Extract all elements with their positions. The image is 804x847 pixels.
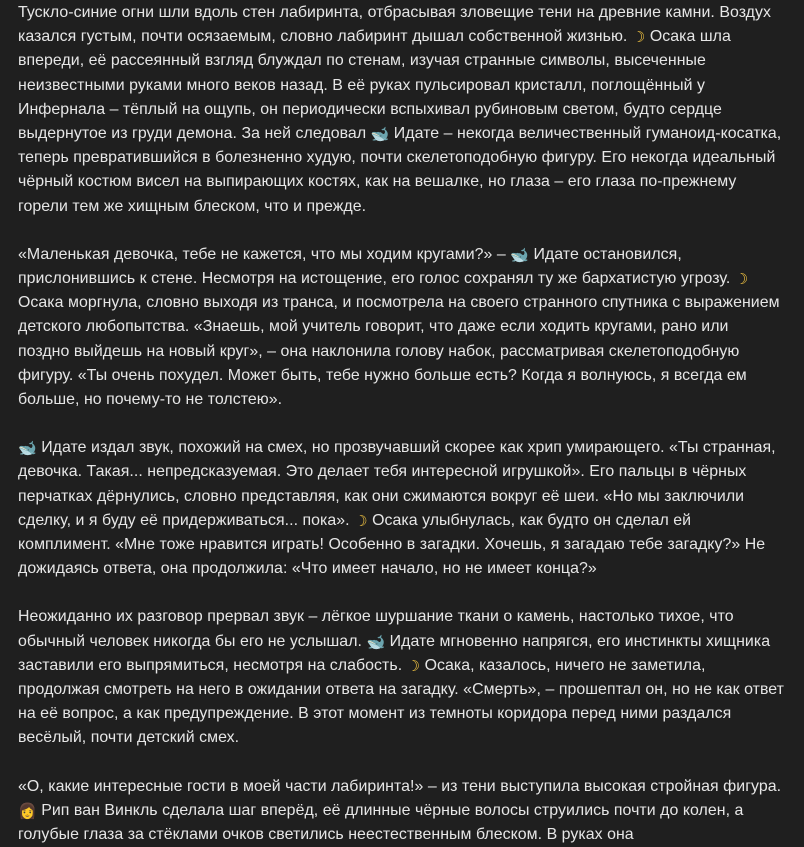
paragraph-text: «О, какие интересные гости в моей части лабиринта!» – из тени выступила высокая стройная фигура. [18, 777, 782, 795]
whale-icon: 🐋 [370, 125, 390, 144]
paragraph-text: Идате мгновенно напрягся, его инстинкты хищника заставили его выпрямиться, несмотря на слабость. [18, 632, 771, 674]
paragraph-text: Идате остановился, прислонившись к стене. Несмотря на истощение, его голос сохранял ту же бархатистую угрозу. [18, 245, 735, 288]
paragraph-text: Тускло-синие огни шли вдоль стен лабиринта, отбрасывая зловещие тени на древние камни. Воздух казался густым, почти осязаемым, словно лабиринт дышал собственной жизнью. [18, 4, 771, 46]
paragraph-text: Осака моргнула, словно выходя из транса, и посмотрела на своего странного спутника с выражением детского любопытства. «Знаешь, мой учитель говорит, что даже если ходить кругами, рано или поздно выйдешь на новый круг», – она наклонила голову набок, рассматривая скелетоподобную фигуру. «Ты очень похудел. Может быть, тебе нужно больше есть? Когда я волнуюсь, я всегда ем больше, но почему-то не толстею». [18, 294, 780, 409]
whale-icon: 🐋 [510, 245, 529, 264]
whale-icon: 🐋 [18, 439, 37, 458]
paragraph-1 [18, 1, 784, 219]
paragraph-text: Неожиданно их разговор прервал звук – лёгкое шуршание ткани о камень, настолько тихое, что обычный человек никогда бы его не услышал. [18, 608, 734, 650]
paragraph-text: Идате издал звук, похожий на смех, но прозвучавший скорее как хрип умирающего. «Ты странная, девочка. Такая... непредсказуемая. Это делает тебя интересной игрушкой». Его пальцы в чёрных перчатках дёрнулись, словно представляя, как они сжимаются вокруг её шеи. «Но мы заключили сделку, и я буду её придерживаться... пока». [18, 439, 776, 529]
crescent-moon-icon: ☽ [734, 270, 749, 289]
crescent-moon-icon: ☽ [631, 28, 646, 47]
paragraph-text: Идате – некогда величественный гуманоид-косатка, теперь превратившийся в болезненно худую, почти скелетоподобную фигуру. Его некогда идеальный чёрный костюм висел на выпирающих костях, как на вешалке, но глаза – его глаза по-прежнему горели тем же хищным блеском, что и прежде. [18, 125, 782, 215]
whale-icon: 🐋 [366, 632, 386, 651]
paragraph-text: Осака, казалось, ничего не заметила, продолжая смотреть на него в ожидании ответа на загадку. «Смерть», – прошептал он, но не как ответ на её вопрос, а как предупреждение. В этот момент из темноты коридора перед ними раздался весёлый, почти детский смех. [18, 656, 784, 747]
paragraph-text: Рип ван Винкль сделала шаг вперёд, её длинные чёрные волосы струились почти до колен, а голубые глаза за стёклами очков светились неестественным блеском. В руках она [18, 801, 744, 844]
paragraph-4 [18, 605, 784, 750]
paragraph-text: «Маленькая девочка, тебе не кажется, что мы ходим кругами?» – [18, 245, 511, 263]
crescent-moon-icon: ☽ [354, 511, 368, 530]
woman-icon: 👩 [18, 801, 37, 820]
paragraph-text: Осака шла впереди, её рассеянный взгляд блуждал по стенам, изучая странные символы, высеченные неизвестными руками много веков назад. В её руках пульсировал кристалл, поглощённый у Инфернала – тёплый на ощупь, он периодически вспыхивал рубиновым светом, будто сердце выдернутое из груди демона. За ней следовал [18, 28, 731, 143]
paragraph-2 [18, 243, 784, 412]
paragraph-text: Осака улыбнулась, как будто он сделал ей комплимент. «Мне тоже нравится играть! Особенно в загадки. Хочешь, я загадаю тебе загадку?» Не дожидаясь ответа, она продолжила: «Что имеет начало, но не имеет конца?» [18, 511, 766, 578]
paragraph-5 [18, 775, 784, 847]
crescent-moon-icon: ☽ [406, 656, 421, 675]
paragraph-3 [18, 436, 784, 581]
